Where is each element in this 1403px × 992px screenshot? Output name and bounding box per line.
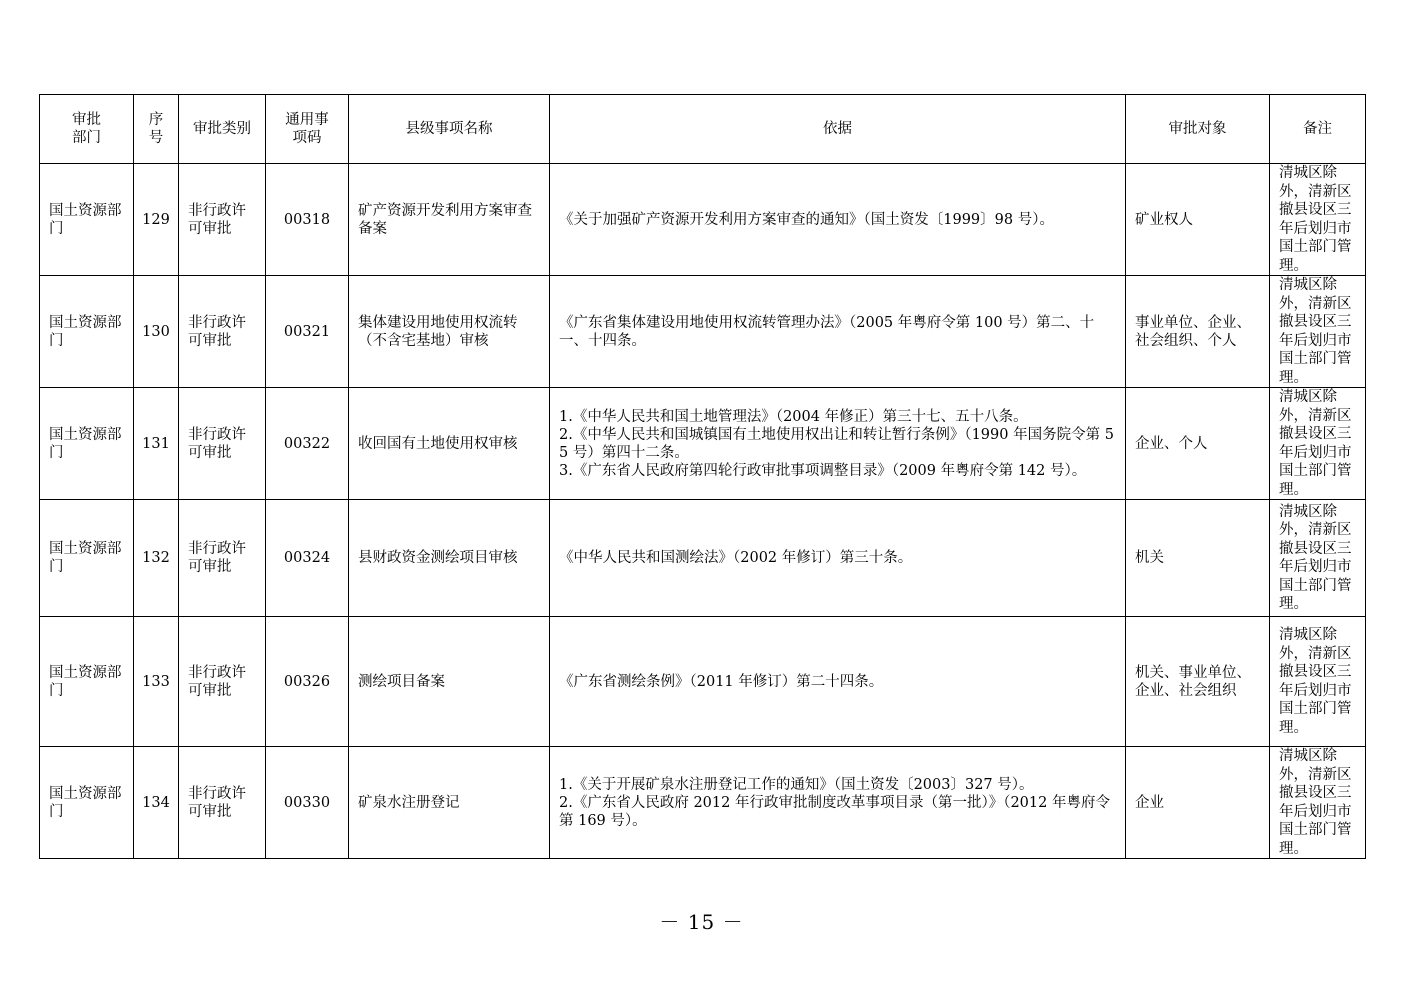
header-basis: 依据 bbox=[550, 95, 1126, 164]
cell-dept: 国土资源部门 bbox=[40, 500, 134, 617]
header-category: 审批类别 bbox=[179, 95, 266, 164]
basis-line: 1.《中华人民共和国土地管理法》（2004 年修正）第三十七、五十八条。 bbox=[559, 408, 1028, 425]
cell-name: 矿泉水注册登记 bbox=[349, 747, 550, 859]
cell-basis bbox=[550, 747, 1126, 859]
table-body bbox=[40, 164, 1366, 859]
cell-basis bbox=[550, 276, 1126, 388]
cell-target: 机关 bbox=[1126, 500, 1270, 617]
cell-seq: 129 bbox=[134, 164, 179, 276]
header-name: 县级事项名称 bbox=[349, 95, 550, 164]
cell-name: 收回国有土地使用权审核 bbox=[349, 388, 550, 500]
cell-category: 非行政许可审批 bbox=[179, 500, 266, 617]
cell-name: 矿产资源开发利用方案审查备案 bbox=[349, 164, 550, 276]
cell-basis bbox=[550, 617, 1126, 747]
cell-code: 00330 bbox=[266, 747, 349, 859]
approval-items-table bbox=[39, 94, 1366, 859]
cell-target: 矿业权人 bbox=[1126, 164, 1270, 276]
cell-remark: 清城区除外，清新区撤县设区三年后划归市国土部门管理。 bbox=[1270, 388, 1366, 500]
cell-target: 企业、个人 bbox=[1126, 388, 1270, 500]
basis-line: 《广东省测绘条例》（2011 年修订）第二十四条。 bbox=[559, 673, 884, 690]
basis-line: 《关于加强矿产资源开发利用方案审查的通知》（国土资发〔1999〕98 号）。 bbox=[559, 211, 1054, 228]
cell-remark: 清城区除外，清新区撤县设区三年后划归市国土部门管理。 bbox=[1270, 164, 1366, 276]
basis-line: 《广东省集体建设用地使用权流转管理办法》（2005 年粤府令第 100 号）第二、十一、十四条。 bbox=[559, 314, 1095, 349]
cell-category: 非行政许可审批 bbox=[179, 164, 266, 276]
table-header bbox=[40, 95, 1366, 164]
cell-code: 00318 bbox=[266, 164, 349, 276]
basis-line: 《中华人民共和国测绘法》（2002 年修订）第三十条。 bbox=[559, 550, 913, 566]
basis-line: 2.《广东省人民政府 2012 年行政审批制度改革事项目录（第一批）》（2012 年粤府令第 169 号）。 bbox=[559, 794, 1110, 829]
cell-category: 非行政许可审批 bbox=[179, 388, 266, 500]
cell-remark: 清城区除外，清新区撤县设区三年后划归市国土部门管理。 bbox=[1270, 276, 1366, 388]
cell-name: 集体建设用地使用权流转（不含宅基地）审核 bbox=[349, 276, 550, 388]
table-row bbox=[40, 276, 1366, 388]
table-row bbox=[40, 747, 1366, 859]
header-seq: 序号 bbox=[134, 95, 179, 164]
cell-dept: 国土资源部门 bbox=[40, 617, 134, 747]
page-number: － 15 － bbox=[659, 910, 744, 934]
cell-name: 县财政资金测绘项目审核 bbox=[349, 500, 550, 617]
table-row bbox=[40, 500, 1366, 617]
cell-basis bbox=[550, 500, 1126, 617]
cell-code: 00321 bbox=[266, 276, 349, 388]
header-dept: 审批部门 bbox=[40, 95, 134, 164]
cell-category: 非行政许可审批 bbox=[179, 747, 266, 859]
cell-dept: 国土资源部门 bbox=[40, 276, 134, 388]
cell-dept: 国土资源部门 bbox=[40, 747, 134, 859]
cell-seq: 132 bbox=[134, 500, 179, 617]
cell-category: 非行政许可审批 bbox=[179, 276, 266, 388]
header-remark: 备注 bbox=[1270, 95, 1366, 164]
table-row bbox=[40, 388, 1366, 500]
table-row bbox=[40, 164, 1366, 276]
basis-line: 3.《广东省人民政府第四轮行政审批事项调整目录》（2009 年粤府令第 142 号）。 bbox=[559, 462, 1087, 479]
basis-line: 1.《关于开展矿泉水注册登记工作的通知》（国土资发〔2003〕327 号）。 bbox=[559, 776, 1034, 793]
cell-name: 测绘项目备案 bbox=[349, 617, 550, 747]
cell-target: 企业 bbox=[1126, 747, 1270, 859]
cell-target: 事业单位、企业、社会组织、个人 bbox=[1126, 276, 1270, 388]
cell-seq: 131 bbox=[134, 388, 179, 500]
cell-seq: 130 bbox=[134, 276, 179, 388]
cell-code: 00324 bbox=[266, 500, 349, 617]
cell-code: 00322 bbox=[266, 388, 349, 500]
cell-basis bbox=[550, 164, 1126, 276]
basis-line: 2.《中华人民共和国城镇国有土地使用权出让和转让暂行条例》（1990 年国务院令第 55 号）第四十二条。 bbox=[559, 426, 1114, 461]
cell-remark: 清城区除外，清新区撤县设区三年后划归市国土部门管理。 bbox=[1270, 500, 1366, 617]
cell-seq: 134 bbox=[134, 747, 179, 859]
cell-category: 非行政许可审批 bbox=[179, 617, 266, 747]
cell-seq: 133 bbox=[134, 617, 179, 747]
cell-code: 00326 bbox=[266, 617, 349, 747]
header-code: 通用事项码 bbox=[266, 95, 349, 164]
cell-remark: 清城区除外，清新区撤县设区三年后划归市国土部门管理。 bbox=[1270, 747, 1366, 859]
cell-remark: 清城区除外，清新区撤县设区三年后划归市国土部门管理。 bbox=[1270, 617, 1366, 747]
table-row bbox=[40, 617, 1366, 747]
cell-basis bbox=[550, 388, 1126, 500]
cell-dept: 国土资源部门 bbox=[40, 164, 134, 276]
cell-dept: 国土资源部门 bbox=[40, 388, 134, 500]
header-target: 审批对象 bbox=[1126, 95, 1270, 164]
cell-target: 机关、事业单位、企业、社会组织 bbox=[1126, 617, 1270, 747]
